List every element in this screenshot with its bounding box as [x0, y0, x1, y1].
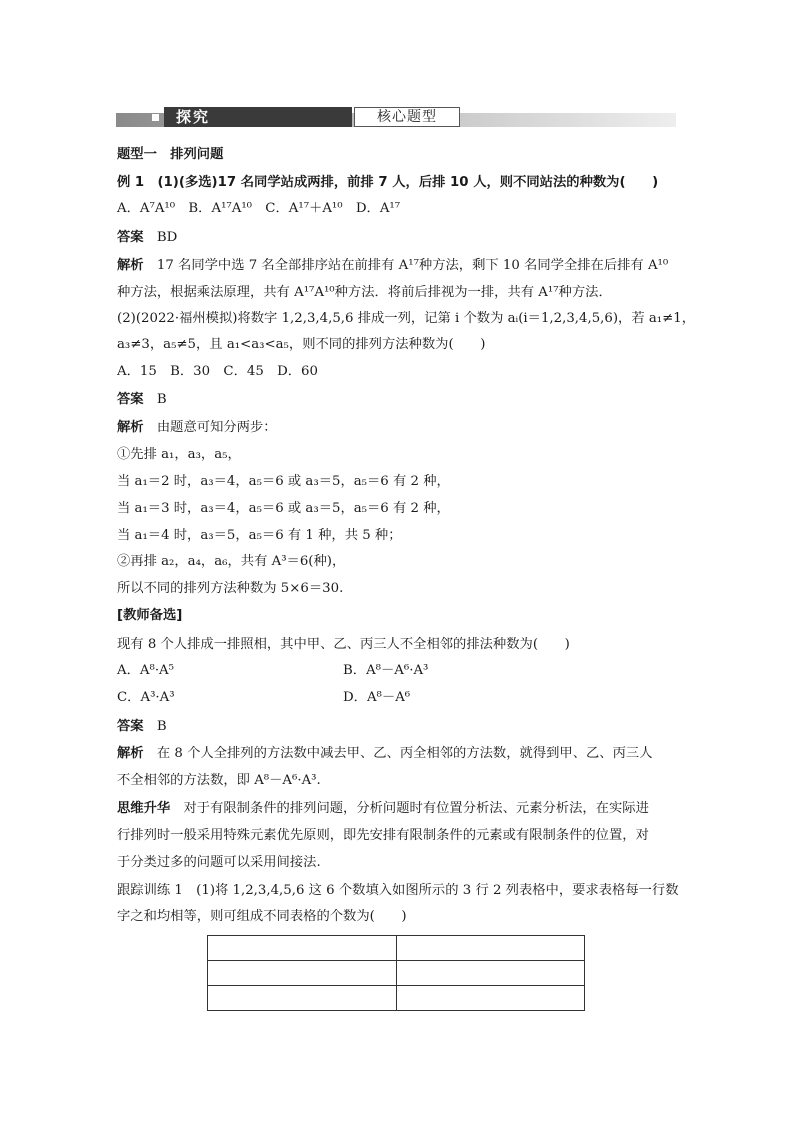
example-1-analysis-line-1: [117, 257, 668, 274]
analysis-case-1: 当 a₁＝2 时，a₃＝4，a₅＝6 或 a₃＝5，a₅＝6 有 2 种，: [117, 474, 450, 489]
example-1-question: [117, 174, 658, 191]
practice-line-1: 跟踪训练 1 (1)将 1,2,3,4,5,6 这 6 个数填入如图所示的 3 行 2 列表格中，要求表格每一行数: [117, 883, 679, 898]
teacher-option-c: C．A³·A³: [117, 690, 175, 705]
table-cell: [208, 961, 397, 986]
analysis-label: 解析: [117, 258, 144, 273]
analysis-step-2: ②再排 a₂，a₄，a₆，共有 A³＝6(种)，: [117, 554, 346, 569]
analysis-conclusion: 所以不同的排列方法种数为 5×6＝30.: [117, 581, 344, 596]
example-1b-options: A．15 B．30 C．45 D．60: [117, 364, 318, 379]
thinking-line-1: [117, 800, 649, 817]
example-1b-answer: [117, 391, 167, 408]
analysis-label: 解析: [117, 746, 144, 761]
example-1-analysis-line-2: 种方法，根据乘法原理，共有 A¹⁷A¹⁰种方法．将前后排视为一排，共有 A¹⁷种方法．: [117, 285, 612, 300]
analysis-label: 解析: [117, 420, 144, 435]
teacher-option-d: D．A⁸－A⁶: [343, 690, 411, 705]
section-banner: [116, 105, 676, 127]
teacher-option-b: B．A⁸－A⁶·A³: [343, 663, 429, 678]
analysis-case-3: 当 a₁＝4 时，a₃＝5，a₅＝6 有 1 种，共 5 种；: [117, 528, 402, 543]
answer-label: 答案: [117, 392, 144, 407]
table-cell: [396, 986, 585, 1011]
answer-value: B: [156, 719, 167, 734]
section-title: 题型一 排列问题: [117, 147, 224, 162]
table-cell: [208, 986, 397, 1011]
example-1b-question-line-2: a₃≠3，a₅≠5，且 a₁<a₃<a₅，则不同的排列方法种数为( ): [117, 337, 486, 352]
table-row: [208, 986, 585, 1011]
analysis-step-1: ①先排 a₁，a₃，a₅，: [117, 447, 241, 462]
analysis-text: 17 名同学中选 7 名全部排序站在前排有 A¹⁷种方法，剩下 10 名同学全排在后排有 A¹⁰: [156, 258, 669, 273]
answer-label: 答案: [117, 719, 144, 734]
thinking-line-3: 于分类过多的问题可以采用间接法.: [117, 855, 321, 870]
answer-value: BD: [156, 230, 178, 245]
thinking-text: 对于有限制条件的排列问题，分析问题时有位置分析法、元素分析法，在实际进: [183, 801, 649, 816]
teacher-analysis-line-1: [117, 745, 653, 762]
table-row: [208, 936, 585, 961]
table-cell: [396, 961, 585, 986]
example-1b-question-line-1: (2)(2022·福州模拟)将数字 1,2,3,4,5,6 排成一列，记第 i 个数为 aᵢ(i＝1,2,3,4,5,6)，若 a₁≠1，: [117, 311, 695, 326]
example-1-answer: [117, 229, 177, 246]
table-cell: [208, 936, 397, 961]
answer-label: 答案: [117, 230, 144, 245]
example-1-question-text: 例 1 (1)(多选)17 名同学站成两排，前排 7 人，后排 10 人，则不同站法的种数为( ): [117, 175, 659, 190]
thinking-line-2: 行排列时一般采用特殊元素优先原则，即先安排有限制条件的元素或有限制条件的位置，对: [117, 828, 649, 843]
example-1b-analysis-intro: [117, 419, 277, 436]
practice-line-2: 字之和均相等，则可组成不同表格的个数为( ): [117, 909, 407, 924]
answer-value: B: [156, 392, 167, 407]
teacher-question: 现有 8 个人排成一排照相，其中甲、乙、丙三人不全相邻的排法种数为( ): [117, 637, 570, 652]
banner-title: 核心题型: [354, 107, 460, 127]
banner-tag: 探究: [176, 108, 211, 126]
teacher-option-a: A．A⁸·A⁵: [117, 663, 174, 678]
example-1-options: A．A⁷A¹⁰ B．A¹⁷A¹⁰ C．A¹⁷＋A¹⁰ D．A¹⁷: [117, 201, 401, 216]
teacher-pick-label: [教师备选]: [117, 608, 183, 623]
teacher-analysis-line-2: 不全相邻的方法数，即 A⁸－A⁶·A³.: [117, 773, 321, 788]
square-bullet-icon: [152, 114, 159, 121]
thinking-label: 思维升华: [117, 801, 171, 816]
analysis-text: 在 8 个人全排列的方法数中减去甲、乙、丙全相邻的方法数，就得到甲、乙、丙三人: [156, 746, 653, 761]
table-row: [208, 961, 585, 986]
analysis-case-2: 当 a₁＝3 时，a₃＝4，a₅＝6 或 a₃＝5，a₅＝6 有 2 种，: [117, 501, 450, 516]
teacher-answer: [117, 718, 167, 735]
analysis-text: 由题意可知分两步：: [156, 420, 277, 435]
table-cell: [396, 936, 585, 961]
blank-table-3x2: [207, 935, 585, 1011]
